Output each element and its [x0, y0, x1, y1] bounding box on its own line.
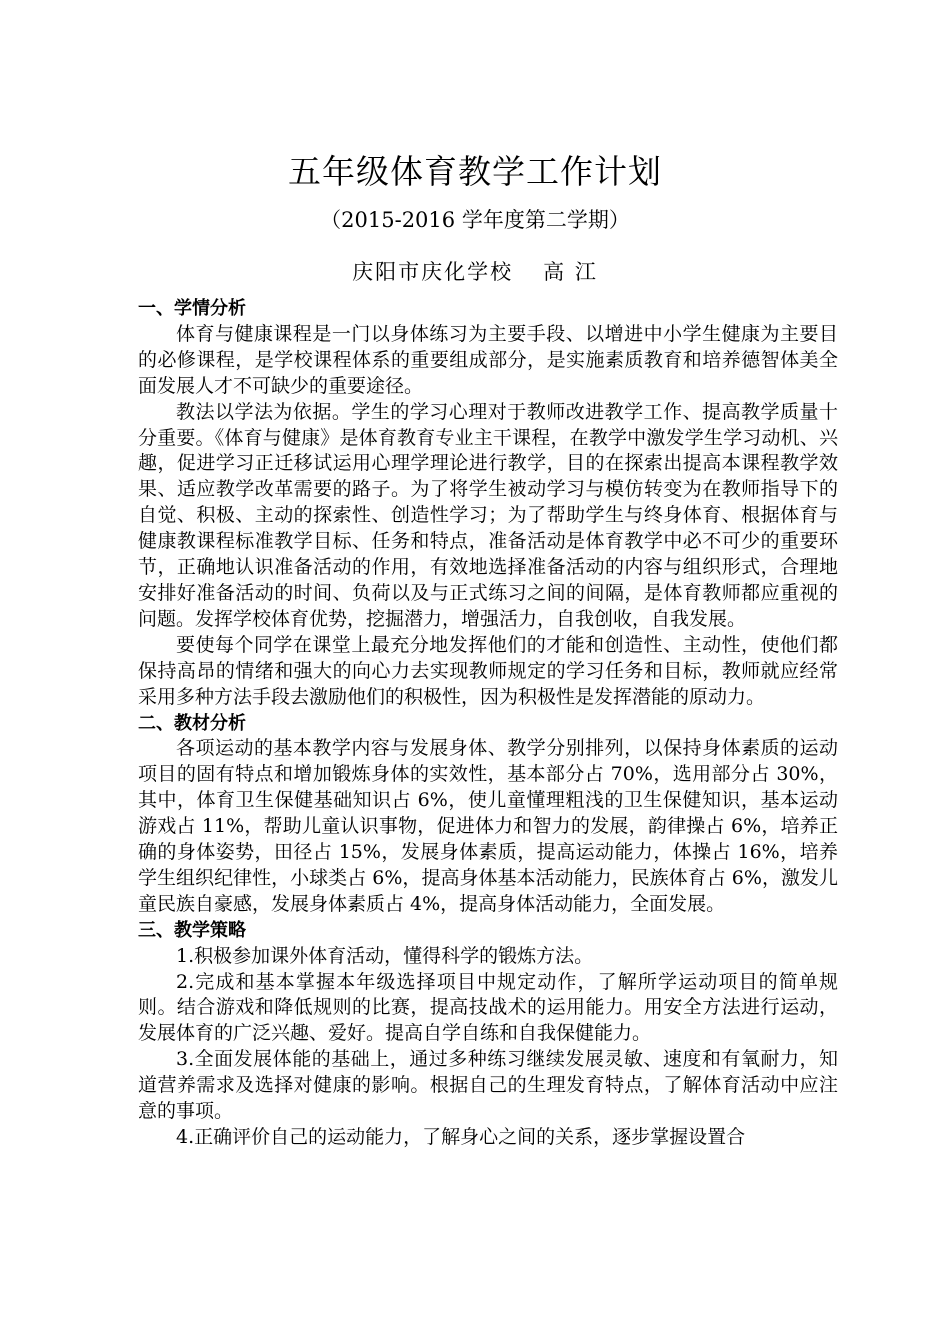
document-subtitle: （2015-2016 学年度第二学期）: [320, 208, 630, 232]
list-paragraph: 1.积极参加课外体育活动，懂得科学的锻炼方法。: [176, 944, 594, 967]
author-school: 庆阳市庆化学校: [352, 260, 514, 284]
section-heading: 三、教学策略: [138, 919, 246, 941]
list-paragraph: 2.完成和基本掌握本年级选择项目中规定动作，了解所学运动项目的简单规则。结合游戏和降低规则的比赛，提高技战术的运用能力。用安全方法进行运动，发展体育的广泛兴趣、爱好。提高自学自练和自我保健能力。: [138, 970, 838, 1045]
list-paragraph: 4.正确评价自己的运动能力，了解身心之间的关系，逐步掌握设置合: [176, 1126, 746, 1148]
document-title: 五年级体育教学工作计划: [288, 152, 662, 191]
list-paragraph: 3.全面发展体能的基础上，通过多种练习继续发展灵敏、速度和有氧耐力，知道营养需求及选择对健康的影响。根据自己的生理发育特点，了解体育活动中应注意的事项。: [138, 1048, 838, 1123]
section-heading: 二、教材分析: [138, 712, 246, 734]
paragraph: 教法以学法为依据。学生的学习心理对于教师改进教学工作、提高教学质量十分重要。《体育与健康》是体育教育专业主干课程，在教学中激发学生学习动机、兴趣，促进学习正迁移试运用心理学理论进行教学，目的在探索出提高本课程教学效果、适应教学改革需要的路子。为了将学生被动学习与模仿转变为在教师指导下的自觉、积极、主动的探索性、创造性学习；为了帮助学生与终身体育、根据体育与健康教课程标准教学目标、任务和特点，准备活动是体育教学中必不可少的重要环节，正确地认识准备活动的作用，有效地选择准备活动的内容与组织形式，合理地安排好准备活动的时间、负荷以及与正式练习之间的间隔，是体育教师都应重视的问题。发挥学校体育优势，挖掘潜力，增强活力，自我创收，自我发展。: [138, 400, 838, 630]
paragraph: 体育与健康课程是一门以身体练习为主要手段、以增进中小学生健康为主要目的必修课程，是学校课程体系的重要组成部分，是实施素质教育和培养德智体美全面发展人才不可缺少的重要途径。: [138, 322, 838, 397]
paragraph: 要使每个同学在课堂上最充分地发挥他们的才能和创造性、主动性，使他们都保持高昂的情绪和强大的向心力去实现教师规定的学习任务和目标，教师就应经常采用多种方法手段去激励他们的积极性，因为积极性是发挥潜能的原动力。: [138, 633, 838, 708]
author-line: [0, 256, 950, 288]
document-body: [138, 296, 838, 1151]
section-heading: 一、学情分析: [138, 298, 246, 319]
paragraph: 各项运动的基本教学内容与发展身体、教学分别排列，以保持身体素质的运动项目的固有特点和增加锻炼身体的实效性，基本部分占 70%，选用部分占 30%，其中，体育卫生保健基础知识占 6%，使儿童懂理粗浅的卫生保健知识，基本运动游戏占 11%，帮助儿童认识事物，促进体力和智力的发展，韵律操占 6%，培养正确的身体姿势，田径占 15%，发展身体素质，提高运动能力，体操占 16%，培养学生组织纪律性，小球类占 6%，提高身体基本活动能力，民族体育占 6%，激发儿童民族自豪感，发展身体素质占 4%，提高身体活动能力，全面发展。: [138, 737, 838, 915]
author-name: 高 江: [543, 260, 598, 284]
